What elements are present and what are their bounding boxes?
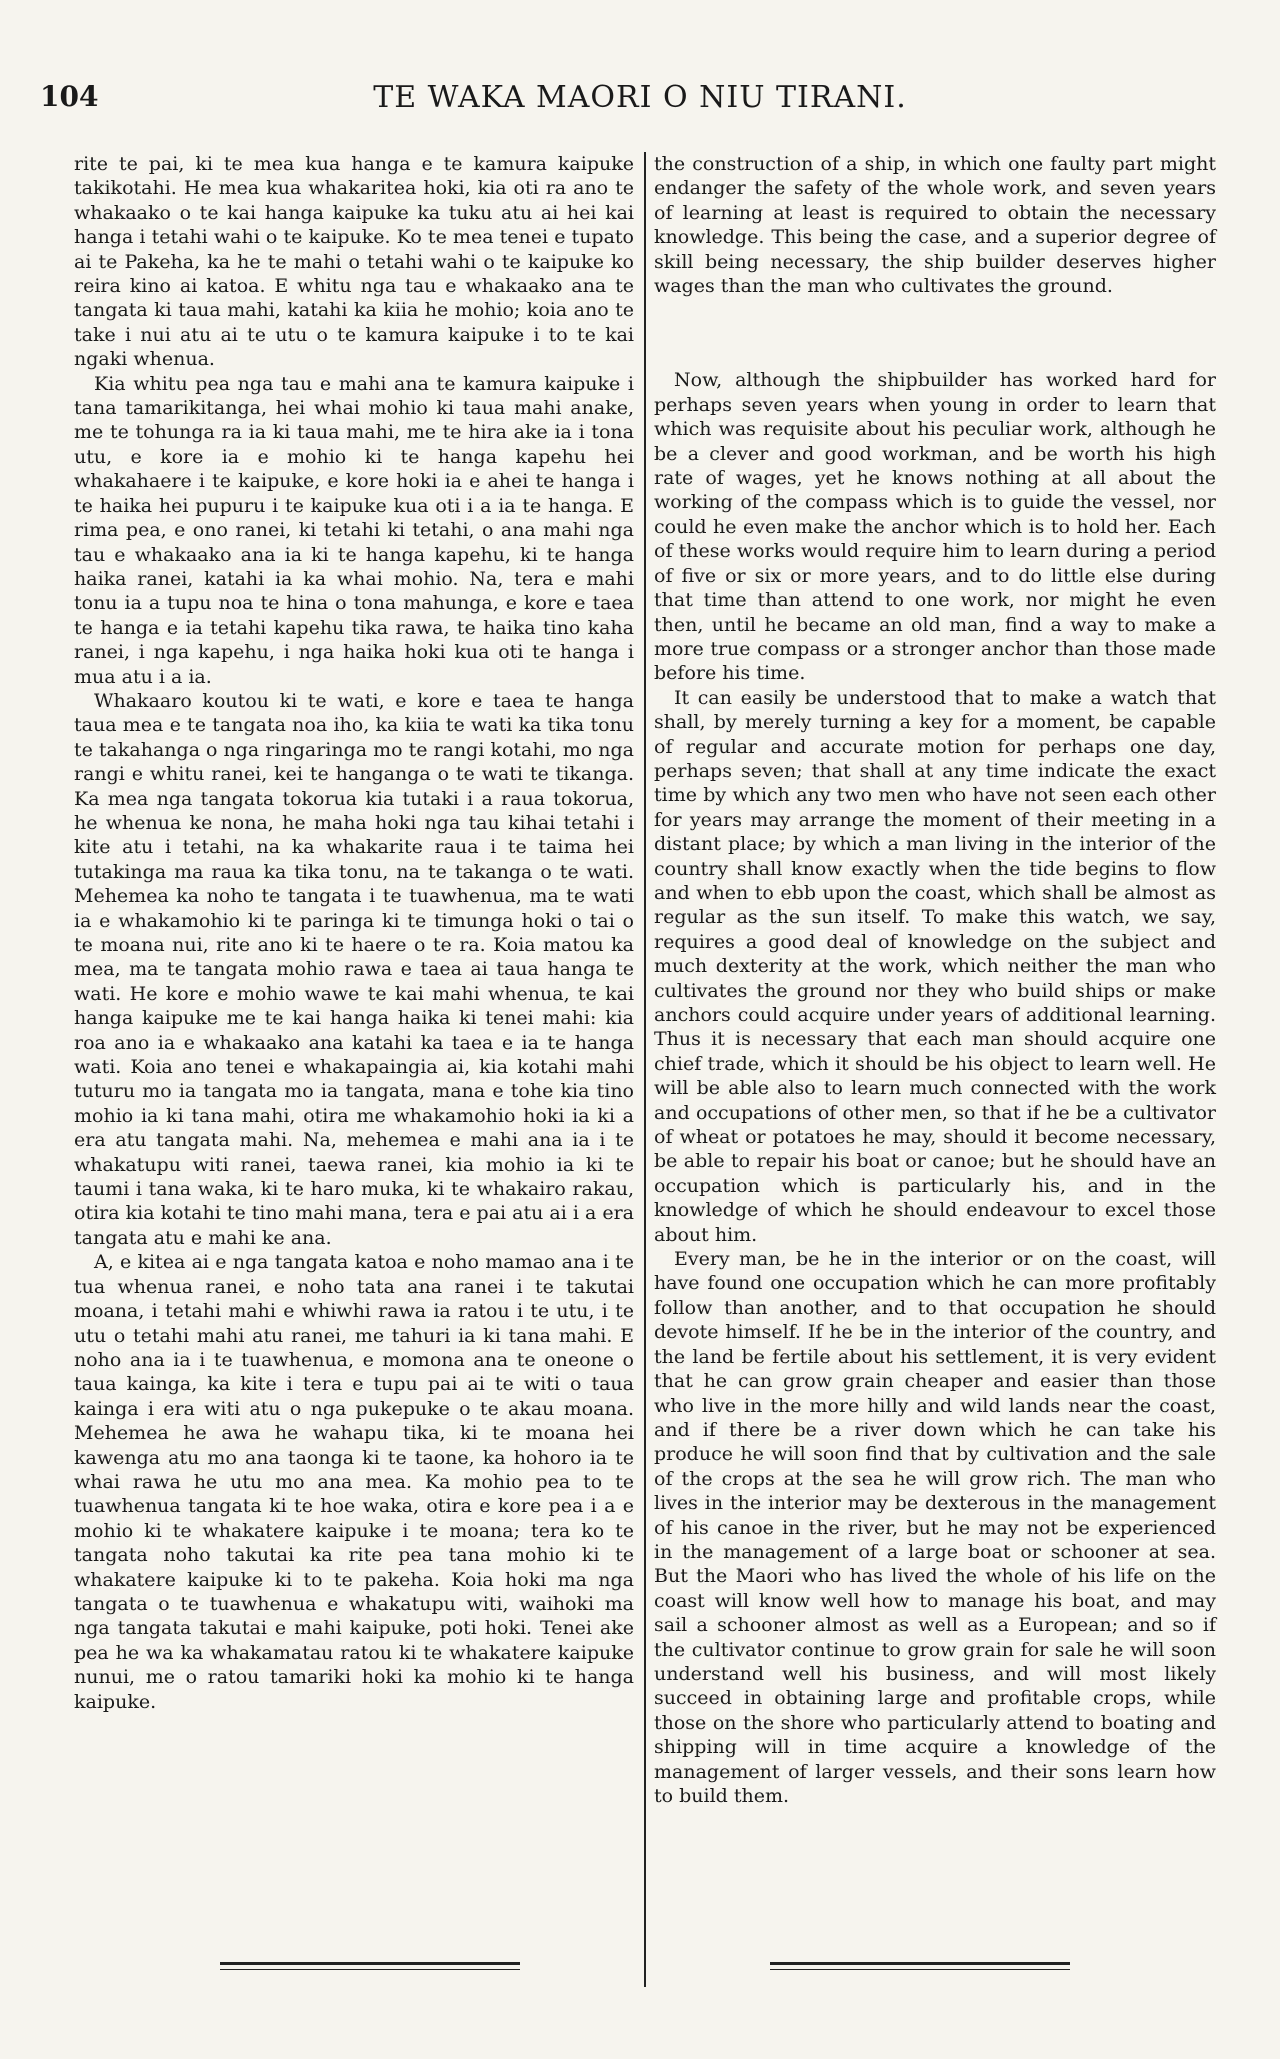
column-divider	[644, 152, 646, 1987]
english-column	[654, 152, 1216, 1808]
end-rule-left	[220, 1962, 520, 1970]
end-rule-right	[770, 1962, 1070, 1970]
english-paragraph: Every man, be he in the interior or on the coast, will have found one occupation which he can more profitably follow than another, and to that occupation he should devote himself. If he be in the interior of the country, and the land be fertile about his settlement, it is very evident that he can grow grain cheaper and easier than those who live in the more hilly and wild lands near the coast, and if there be a river down which he can take his produce he will soon find that by cultivation and the sale of the crops at the sea he will grow rich. The man who lives in the interior may be dexterous in the management of his canoe in the river, but he may not be experienced in the management of a large boat or schooner at sea. But the Maori who has lived the whole of his life on the coast will know well how to manage his boat, and may sail a schooner almost as well as a European; and so if the cultivator continue to grow grain for sale he will soon understand well his business, and will most likely succeed in obtaining large and profitable crops, while those on the shore who particularly attend to boating and shipping will in time acquire a knowledge of the management of larger vessels, and their sons learn how to build them.	[654, 1248, 1216, 1807]
english-paragraph: the construction of a ship, in which one faulty part might endanger the safety of the whole work, and seven years of learning at least is required to obtain the necessary knowledge. This being the case, and a superior degree of skill being necessary, the ship builder deserves higher wages than the man who cultivates the ground.	[654, 153, 1216, 298]
english-paragraph: It can easily be understood that to make a watch that shall, by merely turning a key for a moment, be capable of regular and accurate motion for perhaps one day, perhaps seven; that shall at any time indicate the exact time by which any two men who have not seen each other for years may arrange the moment of their meeting in a distant place; by which a man living in the interior of the country shall know exactly when the tide begins to flow and when to ebb upon the coast, which shall be almost as regular as the sun itself. To make this watch, we say, requires a good deal of knowledge on the subject and much dexterity at the work, which neither the man who cultivates the ground nor they who build ships or make anchors could acquire under years of additional learning. Thus it is necessary that each man should acquire one chief trade, which it should be his object to learn well. He will be able also to learn much connected with the work and occupations of other men, so that if he be a cultivator of wheat or potatoes he may, should it become necessary, be able to repair his boat or canoe; but he should have an occupation which is particularly his, and in the knowledge of which he should endeavour to excel those about him.	[654, 686, 1216, 1246]
maori-paragraph: Whakaaro koutou ki te wati, e kore e taea te hanga taua mea e te tangata noa iho, ka kiia te wati ka tika tonu te takahanga o nga ringaringa mo te rangi kotahi, mo nga rangi e whitu ranei, kei te hanganga o te wati te tikanga. Ka mea nga tangata tokorua kia tutaki i a raua tokorua, he whenua ke nona, he maha hoki nga tau kihai tetahi i kite atu i tetahi, na ka whakarite raua i te taima hei tutakinga ma raua ka tika tonu, na te takanga o te wati. Mehemea ka noho te tangata i te tuawhenua, ma te wati ia e whakamohio ki te paringa ki te timunga hoki o tai o te moana nui, rite ano ki te haere o te ra. Koia matou ka mea, ma te tangata mohio rawa e taea ai taua hanga te wati. He kore e mohio wawe te kai mahi whenua, te kai hanga kaipuke me te kai hanga haika ki tenei mahi: kia roa ano ia e whakaako ana katahi ka taea e ia te hanga wati. Koia ano tenei e whakapaingia ai, kia kotahi mahi tuturu mo ia tangata mo ia tangata, mana e tohe kia tino mohio ia ki tana mahi, otira me whakamohio hoki ia ki a era atu tangata mahi. Na, mehemea e mahi ana ia i te whakatupu witi ranei, taewa ranei, kia mohio ia ki te taumi i tana waka, ki te haro muka, ki te whakairo rakau, otira kia kotahi te tino mahi mana, tera e pai atu ai i a era tangata atu e mahi ke ana.	[74, 689, 634, 1249]
english-paragraph: Now, although the shipbuilder has worked hard for perhaps seven years when young in order to learn that which was requisite about his peculiar work, although he be a clever and good workman, and be worth his high rate of wages, yet he knows nothing at all about the working of the compass which is to guide the vessel, nor could he even make the anchor which is to hold her. Each of these works would require him to learn during a period of five or six or more years, and to do little else during that time than attend to one work, nor might he even then, until he became an old man, find a way to make a more true compass or a stronger anchor than those made before his time.	[654, 369, 1216, 685]
page-number: 104	[40, 80, 99, 113]
maori-paragraph: A, e kitea ai e nga tangata katoa e noho mamao ana i te tua whenua ranei, e noho tata ana ranei i te takutai moana, i tetahi mahi e whiwhi rawa ia ratou i te utu, i te utu o tetahi mahi atu ranei, me tahuri ia ki tana mahi. E noho ana ia i te tuawhenua, e momona ana te oneone o taua kainga, ka kite i tera e tupu pai ai te witi o taua kainga i era witi atu o nga pukepuke o te akau moana. Mehemea he awa he wahapu tika, ki te moana hei kawenga atu mo ana taonga ki te taone, ka hohoro ia te whai rawa he utu mo ana mea. Ka mohio pea to te tuawhenua tangata ki te hoe waka, otira e kore pea i a e mohio ki te whakatere kaipuke i te moana; tera ko te tangata noho takutai ka rite pea tana mohio ki te whakatere kaipuke ki to te pakeha. Koia hoki ma nga tangata o te tuawhenua e whakatupu witi, waihoki ma nga tangata takutai e mahi kaipuke, poti hoki. Tenei ake pea he wa ka whakamatau ratou ki te whakatere kaipuke nunui, me o ratou tamariki hoki ka mohio ki te hanga kaipuke.	[74, 1251, 634, 1713]
running-head: TE WAKA MAORI O NIU TIRANI.	[373, 80, 907, 115]
paragraph-gap	[654, 298, 1216, 368]
maori-paragraph: rite te pai, ki te mea kua hanga e te kamura kaipuke takikotahi. He mea kua whakaritea hoki, kia oti ra ano te whakaako o te kai hanga kaipuke ka tuku atu ai hei kai hanga i tetahi wahi o te kaipuke. Ko te mea tenei e tupato ai te Pakeha, ka he te mahi o tetahi wahi o te kaipuke ko reira kino ai katoa. E whitu nga tau e whakaako ana te tangata ki taua mahi, katahi ka kiia he mohio; koia ano te take i nui atu ai te utu o te kamura kaipuke i to te kai ngaki whenua.	[74, 153, 634, 371]
maori-column	[74, 152, 634, 1714]
maori-paragraph: Kia whitu pea nga tau e mahi ana te kamura kaipuke i tana tamarikitanga, hei whai mohio ki taua mahi anake, me te tohunga ra ia ki taua mahi, me te hira ake ia i tona utu, e kore ia e mohio ki te hanga kapehu hei whakahaere i te kaipuke, e kore hoki ia e ahei te hanga i te haika hei pupuru i te kaipuke kua oti i a ia te hanga. E rima pea, e ono ranei, ki tetahi ki tetahi, o ana mahi nga tau e whakaako ana ia ki te hanga kapehu, ki te hanga haika ranei, katahi ia ka whai mohio. Na, tera e mahi tonu ia a tupu noa te hina o tona mahunga, e kore e taea te hanga e ia tetahi kapehu tika rawa, te haika tino kaha ranei, i nga kapehu, i nga haika hoki kua oti te hanga i mua atu i a ia.	[74, 372, 634, 688]
